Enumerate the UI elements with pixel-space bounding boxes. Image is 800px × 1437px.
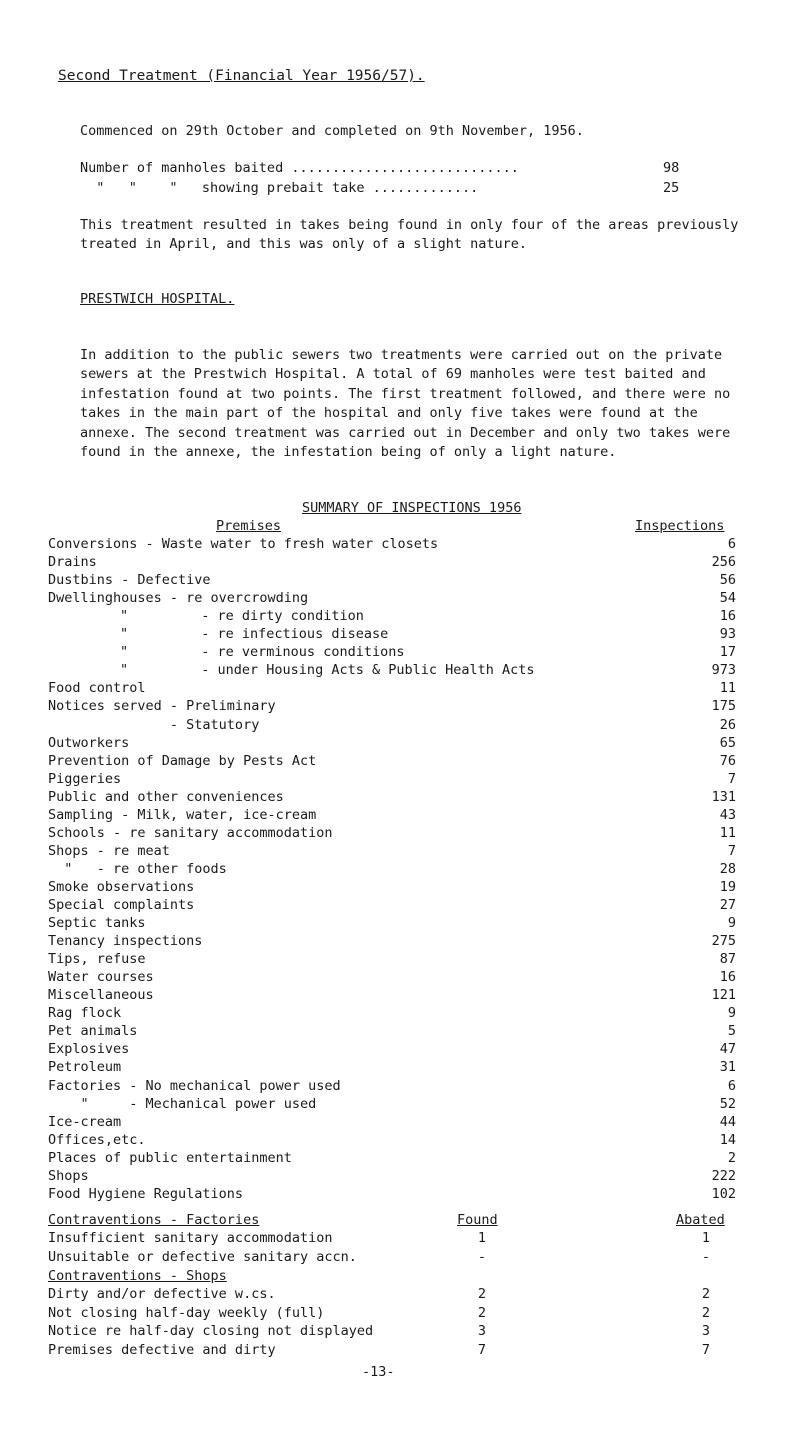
summary-row-value: 76 — [719, 752, 736, 769]
summary-row — [0, 554, 800, 573]
summary-row-label: Dustbins - Defective — [48, 572, 211, 589]
contravention-label: Dirty and/or defective w.cs. — [48, 1286, 276, 1302]
summary-row — [0, 1132, 800, 1151]
summary-row-label: Schools - re sanitary accommodation — [48, 824, 333, 841]
summary-row-value: 27 — [719, 897, 736, 913]
contravention-abated: 2 — [701, 1286, 711, 1302]
summary-row — [0, 608, 800, 627]
summary-row — [0, 572, 800, 591]
summary-row — [0, 969, 800, 988]
summary-row — [0, 789, 800, 808]
summary-row-value: 26 — [719, 716, 736, 733]
summary-row-label: Factories - No mechanical power used — [48, 1077, 341, 1094]
summary-row — [0, 1005, 800, 1024]
summary-row-value: 87 — [719, 951, 736, 968]
contraventions-factories-heading: Contraventions - Factories — [48, 1212, 260, 1228]
summary-row — [0, 753, 800, 772]
commenced-line: Commenced on 29th October and completed on 9th November, 1956. — [80, 123, 584, 139]
contravention-abated: 7 — [701, 1341, 711, 1358]
col-found: Found — [457, 1212, 498, 1228]
summary-row-label: Drains — [48, 554, 97, 571]
summary-row-label: Miscellaneous — [48, 987, 154, 1004]
summary-row-label: Piggeries — [48, 770, 122, 787]
summary-row — [0, 1078, 800, 1097]
summary-row — [0, 735, 800, 754]
baited-value: 98 — [663, 160, 680, 176]
summary-row-value: 11 — [719, 680, 736, 697]
summary-row-label: Sampling - Milk, water, ice-cream — [48, 806, 317, 823]
summary-row — [0, 1150, 800, 1169]
summary-row-label: Petroleum — [48, 1059, 122, 1076]
hospital-heading: PRESTWICH HOSPITAL. — [80, 291, 235, 307]
summary-row — [0, 1096, 800, 1115]
summary-row-label: " - re verminous conditions — [120, 644, 405, 661]
contravention-label: Insufficient sanitary accommodation — [48, 1230, 333, 1246]
summary-row-value: 65 — [719, 734, 736, 751]
summary-row-value: 16 — [719, 608, 736, 625]
contravention-found: 2 — [477, 1286, 487, 1302]
hospital-paragraph: In addition to the public sewers two treatments were carried out on the private sewers at the Prestwich Hospital. A total of 69 manholes were test baited and infestation found at two points. The first treatment followed, and there were no takes in the main part of the hospital and only five takes were found at the annexe. The second treatment was carried out in December and only two takes were found in the annexe, the infestation being of only a light nature. — [80, 347, 731, 461]
summary-row-value: 131 — [711, 788, 736, 805]
treatment-paragraph: This treatment resulted in takes being found in only four of the areas previously treated in April, and this was only of a slight nature. — [80, 217, 739, 253]
contravention-row — [0, 1249, 800, 1268]
summary-row-label: Tenancy inspections — [48, 933, 203, 950]
summary-row-label: Public and other conveniences — [48, 788, 284, 805]
summary-row — [0, 1168, 800, 1187]
summary-row-value: 44 — [719, 1113, 736, 1130]
summary-row-label: Smoke observations — [48, 878, 195, 895]
summary-row — [0, 987, 800, 1006]
contravention-found: 2 — [477, 1304, 487, 1321]
contravention-label: Not closing half-day weekly (full) — [48, 1304, 325, 1321]
summary-row — [0, 717, 800, 736]
summary-row-value: 7 — [727, 770, 736, 787]
summary-row-value: 52 — [719, 1095, 736, 1112]
summary-row-value: 275 — [711, 933, 736, 950]
summary-row — [0, 590, 800, 609]
contravention-row — [0, 1230, 800, 1249]
summary-row-value: 31 — [719, 1059, 736, 1076]
summary-row-label: Tips, refuse — [48, 951, 146, 968]
summary-row-value: 16 — [719, 969, 736, 986]
page-heading: Second Treatment (Financial Year 1956/57). — [58, 68, 425, 84]
summary-row — [0, 915, 800, 934]
summary-row — [0, 843, 800, 862]
summary-row-label: Conversions - Waste water to fresh water closets — [48, 536, 439, 552]
contravention-label: Premises defective and dirty — [48, 1341, 276, 1358]
col-premises: Premises — [216, 518, 282, 534]
summary-row-label: Prevention of Damage by Pests Act — [48, 752, 317, 769]
summary-row — [0, 644, 800, 663]
summary-row-label: Rag flock — [48, 1005, 122, 1022]
summary-row-value: 121 — [711, 987, 736, 1004]
summary-row-label: " - re other foods — [48, 860, 227, 877]
summary-row-value: 175 — [711, 698, 736, 715]
summary-row-label: Dwellinghouses - re overcrowding — [48, 590, 309, 607]
summary-row-value: 93 — [719, 626, 736, 643]
summary-row — [0, 897, 800, 916]
summary-row — [0, 1186, 800, 1205]
summary-row-label: " - under Housing Acts & Public Health Acts — [120, 662, 535, 679]
prebait-label: " " " showing prebait take ............. — [80, 180, 479, 196]
summary-row-value: 11 — [719, 824, 736, 841]
summary-row-label: Places of public entertainment — [48, 1149, 292, 1166]
contravention-label: Unsuitable or defective sanitary accn. — [48, 1248, 357, 1265]
contravention-abated: 1 — [701, 1230, 711, 1246]
summary-row-label: Notices served - Preliminary — [48, 698, 276, 715]
summary-row — [0, 807, 800, 826]
summary-row — [0, 698, 800, 717]
summary-row — [0, 626, 800, 645]
summary-row-value: 5 — [727, 1023, 736, 1040]
summary-row-label: - Statutory — [48, 716, 260, 733]
baited-label: Number of manholes baited ............................ — [80, 160, 519, 176]
summary-row-label: " - Mechanical power used — [48, 1095, 317, 1112]
contravention-row — [0, 1323, 800, 1342]
summary-row — [0, 1023, 800, 1042]
contravention-abated: 3 — [701, 1323, 711, 1339]
summary-row-label: Water courses — [48, 969, 154, 986]
summary-row-label: Special complaints — [48, 897, 195, 913]
summary-row — [0, 861, 800, 880]
summary-row — [0, 662, 800, 681]
summary-row-label: Septic tanks — [48, 915, 146, 932]
summary-row-value: 6 — [727, 536, 736, 552]
summary-title: SUMMARY OF INSPECTIONS 1956 — [302, 500, 522, 516]
summary-row-label: Shops — [48, 1167, 89, 1184]
summary-row-value: 17 — [719, 644, 736, 661]
summary-row — [0, 933, 800, 952]
summary-row-value: 9 — [727, 1005, 736, 1022]
contravention-abated: 2 — [701, 1304, 711, 1321]
page-number: -13- — [362, 1364, 395, 1380]
col-inspections: Inspections — [635, 518, 725, 534]
summary-row-value: 6 — [727, 1077, 736, 1094]
summary-row — [0, 1114, 800, 1133]
contravention-found: 3 — [477, 1323, 487, 1339]
summary-row-label: Food Hygiene Regulations — [48, 1185, 244, 1202]
col-abated: Abated — [676, 1212, 725, 1228]
summary-row-label: " - re infectious disease — [120, 626, 389, 643]
summary-row-value: 256 — [711, 554, 736, 571]
contravention-row — [0, 1342, 800, 1361]
summary-row — [0, 680, 800, 699]
contravention-found: 1 — [477, 1230, 487, 1246]
contravention-found: 7 — [477, 1341, 487, 1358]
summary-row-value: 973 — [711, 662, 736, 679]
summary-row — [0, 771, 800, 790]
summary-row-label: Pet animals — [48, 1023, 138, 1040]
summary-row — [0, 1041, 800, 1060]
summary-row-value: 2 — [727, 1149, 736, 1166]
summary-row-value: 19 — [719, 878, 736, 895]
summary-row-value: 7 — [727, 842, 736, 859]
summary-row-value: 56 — [719, 572, 736, 589]
summary-row — [0, 1059, 800, 1078]
contravention-abated: - — [701, 1248, 711, 1265]
summary-row-label: " - re dirty condition — [120, 608, 364, 625]
summary-row-value: 222 — [711, 1167, 736, 1184]
summary-row — [0, 879, 800, 898]
summary-row-label: Offices,etc. — [48, 1131, 146, 1148]
prebait-value: 25 — [663, 180, 680, 196]
summary-row — [0, 825, 800, 844]
summary-row-value: 54 — [719, 590, 736, 607]
summary-row-label: Outworkers — [48, 734, 130, 751]
contravention-row — [0, 1305, 800, 1324]
summary-row-value: 28 — [719, 860, 736, 877]
summary-row — [0, 951, 800, 970]
summary-row-value: 43 — [719, 806, 736, 823]
summary-row-label: Ice-cream — [48, 1113, 122, 1130]
summary-row-label: Shops - re meat — [48, 842, 170, 859]
contraventions-shops-heading: Contraventions - Shops — [48, 1268, 227, 1284]
summary-row-label: Food control — [48, 680, 146, 697]
summary-row-value: 102 — [711, 1185, 736, 1202]
contravention-row — [0, 1286, 800, 1305]
summary-row-value: 14 — [719, 1131, 736, 1148]
summary-row-label: Explosives — [48, 1041, 130, 1058]
contravention-label: Notice re half-day closing not displayed — [48, 1323, 374, 1339]
summary-row-value: 9 — [727, 915, 736, 932]
summary-row — [0, 536, 800, 555]
summary-row-value: 47 — [719, 1041, 736, 1058]
contravention-found: - — [477, 1248, 487, 1265]
